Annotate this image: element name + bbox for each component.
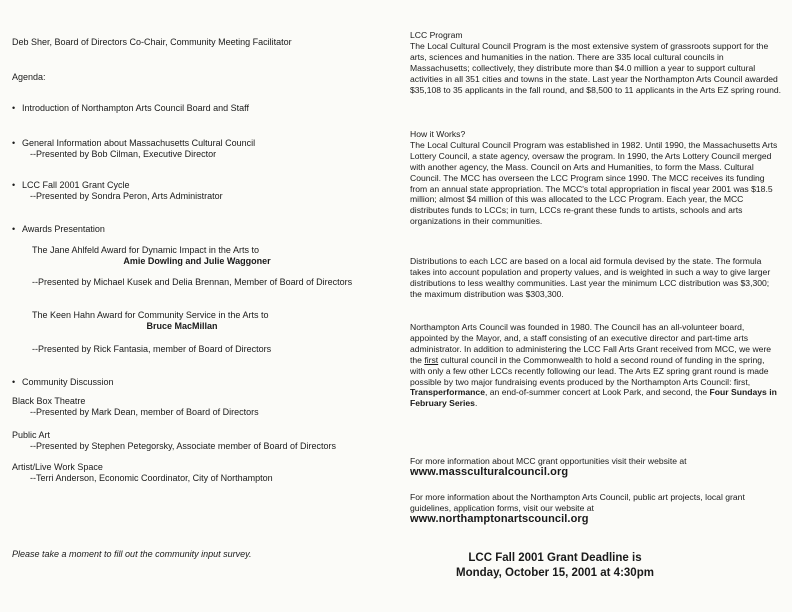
hahn-presenter: --Presented by Rick Fantasia, member of Board of Directors (32, 344, 272, 354)
facilitator-line: Deb Sher, Board of Directors Co-Chair, Community Meeting Facilitator (12, 37, 292, 47)
nac-info: For more information about the Northampton Arts Council, public art projects, local grant guidelines, application forms, visit our website at www.northamptonartscouncil.org (410, 492, 782, 525)
lcc-program-section (410, 30, 782, 95)
agenda-column (12, 0, 384, 612)
agenda-item-discussion: • Community Discussion (12, 377, 114, 388)
agenda-item-intro: • Introduction of Northampton Arts Council Board and Staff (12, 103, 249, 114)
lcc-heading: LCC Program (410, 30, 463, 40)
how-it-works-section (410, 129, 782, 227)
agenda-item-live-work: Artist/Live Work Space --Terri Anderson, Economic Coordinator, City of Northampton (12, 462, 273, 483)
ahlfeld-winners: Amie Dowling and Julie Waggoner (123, 256, 271, 266)
how-heading: How it Works? (410, 129, 466, 139)
distribution-text: Distributions to each LCC are based on a local aid formula devised by the state. The formula takes into account population and property values, and is weighted in such a way to give larger distributions to less wealthy communities. Last year the minimum LCC distribution was $3,300; the maximum distribution was $303,300. (410, 256, 771, 299)
how-text: The Local Cultural Council Program was established in 1982. Until 1990, the Massachusetts Arts Lottery Council, a state agency, oversaw the program. In 1990, the Arts Lottery Council merged with another agency, the Mass. Council on Arts and Humanities, to form the Mass. Cultural Council. The MCC has overseen the LCC Program since 1990. The MCC receives its funding from an annual state appropriation. The MCC's total appropriation in fiscal year 2001 was $18.5 million; almost $4 million of this was allocated to the LCC Program. Each year, the MCC distributes funds to LCCs; in turn, LCCs re-grant these funds to artists, schools and arts organizations in their communities. (410, 139, 778, 227)
hahn-award: The Keen Hahn Award for Community Service in the Arts to Bruce MacMillan (12, 310, 342, 332)
grant-deadline: LCC Fall 2001 Grant Deadline is Monday, October 15, 2001 at 4:30pm (456, 552, 654, 579)
agenda-item-awards: • Awards Presentation (12, 224, 105, 235)
agenda-item-general-info: • General Information about Massachusetts Cultural Council --Presented by Bob Cilman, Executive Director (12, 138, 255, 160)
agenda-item-public-art: Public Art --Presented by Stephen Petegorsky, Associate member of Board of Directors (12, 430, 336, 451)
lcc-text: The Local Cultural Council Program is the most extensive system of grassroots support for the arts, sciences and humanities in the nation. There are 335 local cultural councils in Massachusetts; collectively, they distribute more than $4.0 million a year to support cultural activities in all 351 cities and towns in the state. Last year the Northampton Arts Council awarded $35,108 to 35 applicants in the fall round, and $8,500 to 11 applicants in the Arts EZ spring round. (410, 40, 782, 95)
agenda-item-black-box: Black Box Theatre --Presented by Mark Dean, member of Board of Directors (12, 396, 259, 417)
survey-note: Please take a moment to fill out the community input survey. (12, 549, 252, 559)
agenda-label: Agenda: (12, 72, 46, 82)
nac-history-text: Northampton Arts Council was founded in 1980. The Council has an all-volunteer board, appointed by the Mayor, and, a staff consisting of an executive director and part-time arts administrator. In addition to administering the LCC Fall Arts Grant received from MCC, we were the first cultural council in the Commonwealth to hold a second round of funding in the spring, with only a few other LCCs recently following our lead. The Arts EZ spring grant round is made possible by two major fundraising events produced by the Northampton Arts Council: first, Transperformance, an end-of-summer concert at Look Park, and second, the Four Sundays in February Series. (410, 322, 777, 409)
nac-url[interactable]: www.northamptonartscouncil.org (410, 512, 589, 525)
ahlfeld-award: The Jane Ahlfeld Award for Dynamic Impact in the Arts to Amie Dowling and Julie Waggoner (12, 245, 342, 267)
info-column (410, 0, 782, 612)
ahlfeld-presenter: --Presented by Michael Kusek and Delia Brennan, Member of Board of Directors (32, 277, 353, 287)
mcc-info: For more information about MCC grant opportunities visit their website at www.massculturalcouncil.org (410, 456, 782, 478)
agenda-item-lcc-cycle: • LCC Fall 2001 Grant Cycle --Presented by Sondra Peron, Arts Administrator (12, 180, 223, 202)
mcc-url[interactable]: www.massculturalcouncil.org (410, 465, 569, 478)
hahn-winner: Bruce MacMillan (146, 321, 218, 331)
